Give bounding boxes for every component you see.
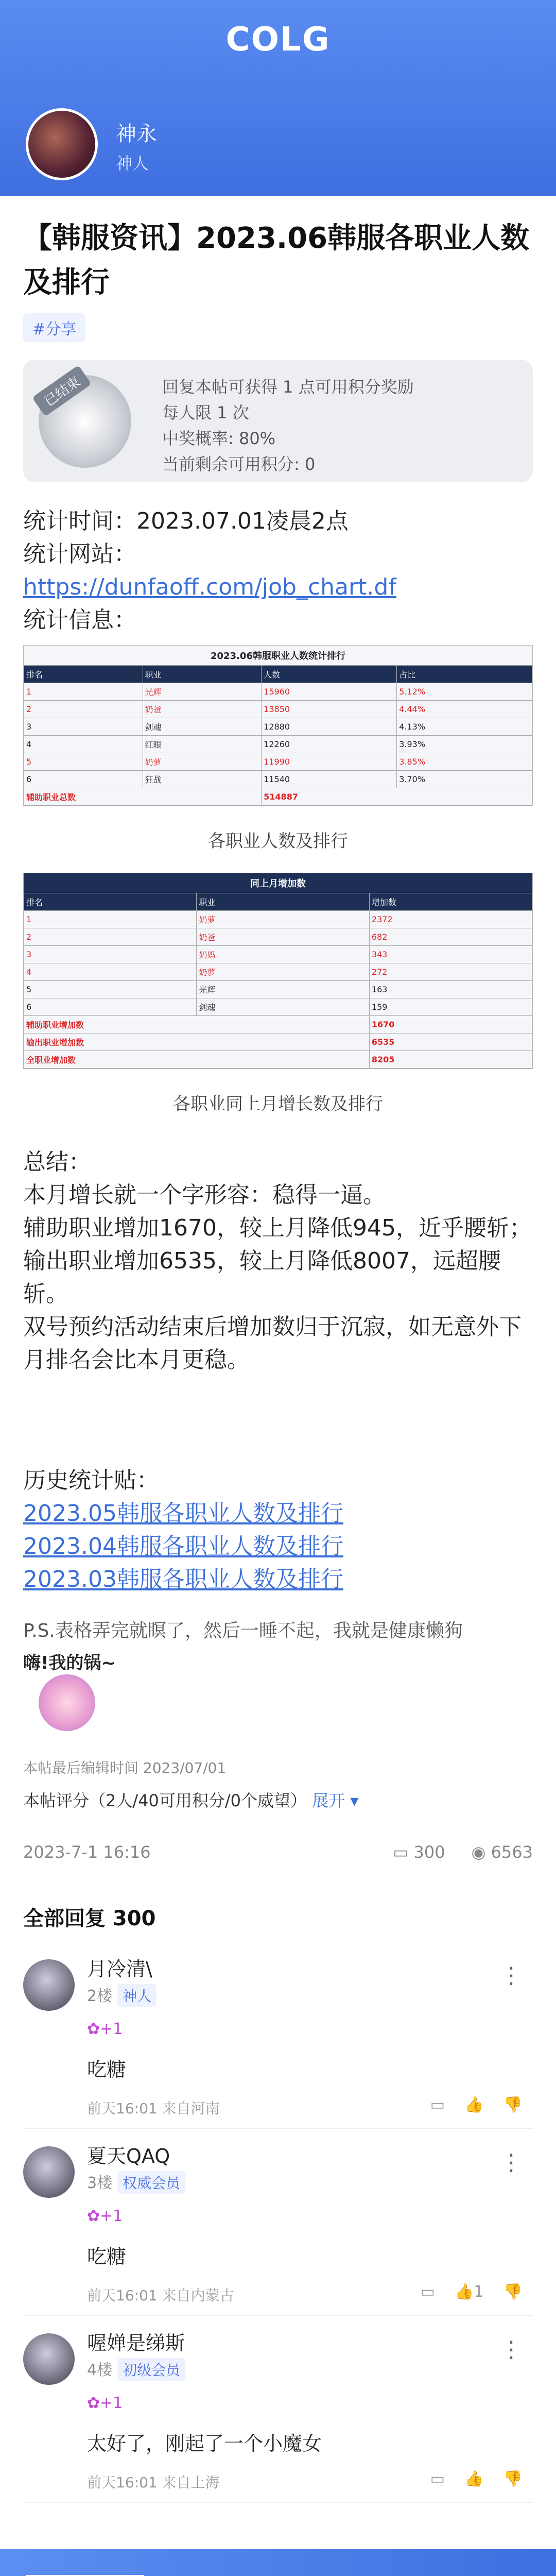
reply-text: 吃糖 bbox=[87, 2058, 127, 2081]
table-cell: 奶爸 bbox=[143, 701, 262, 718]
table-cell: 红眼 bbox=[143, 736, 262, 753]
chevron-down-icon[interactable]: ▾ bbox=[345, 1791, 359, 1810]
image-caption: 各职业同上月增长数及排行 bbox=[173, 1094, 383, 1114]
table-cell: 6 bbox=[24, 771, 143, 788]
reward-badge-icon bbox=[39, 375, 131, 468]
reply-floor: 4楼 bbox=[87, 2361, 113, 2379]
replies-header: 全部回复 300 bbox=[23, 1907, 156, 1930]
table-cell: 奶萝 bbox=[143, 753, 262, 771]
post-tag[interactable]: #分享 bbox=[23, 313, 85, 342]
table-total-label: 辅助职业增加数 bbox=[24, 1016, 370, 1033]
table-cell: 3 bbox=[24, 946, 197, 963]
table-header: 增加数 bbox=[369, 893, 532, 911]
post-footer bbox=[23, 1832, 533, 1873]
reply-plus: +1 bbox=[100, 2394, 123, 2412]
reply-floor: 2楼 bbox=[87, 1987, 113, 2005]
reply-author[interactable]: 月冷清\ bbox=[87, 1958, 152, 1980]
sticker-image bbox=[23, 1649, 136, 1731]
more-icon[interactable]: ⋮ bbox=[500, 1962, 523, 1989]
table-cell: 15960 bbox=[262, 683, 397, 701]
table-cell: 奶萝 bbox=[197, 963, 369, 981]
like-icon[interactable]: 👍 bbox=[464, 2470, 484, 2488]
growth-table bbox=[24, 893, 532, 1069]
history-link[interactable]: 2023.05韩服各职业人数及排行 bbox=[23, 1500, 343, 1527]
reply-floor: 3楼 bbox=[87, 2174, 113, 2192]
table-cell: 682 bbox=[369, 928, 532, 946]
table-cell: 5 bbox=[24, 981, 197, 998]
table-title: 2023.06韩服职业人数统计排行 bbox=[211, 651, 345, 662]
post-time: 2023-7-1 16:16 bbox=[23, 1842, 151, 1862]
table-total: 514887 bbox=[262, 788, 532, 806]
table-cell: 4.44% bbox=[397, 701, 532, 718]
table-cell: 剑魂 bbox=[197, 998, 369, 1016]
reply-author[interactable]: 夏天QAQ bbox=[87, 2145, 170, 2167]
table-cell: 3.70% bbox=[397, 771, 532, 788]
table-total-label: 辅助职业总数 bbox=[24, 788, 262, 806]
stat-site-label: 统计网站： bbox=[23, 541, 136, 567]
sticker-text: 嗨!我的锅~ bbox=[23, 1653, 116, 1673]
table-cell: 4 bbox=[24, 963, 197, 981]
reply-avatar[interactable] bbox=[23, 2146, 75, 2198]
dislike-icon[interactable]: 👎 bbox=[503, 2470, 523, 2488]
table-cell: 4 bbox=[24, 736, 143, 753]
table-total-label: 输出职业增加数 bbox=[24, 1033, 370, 1051]
dislike-icon[interactable]: 👎 bbox=[503, 2096, 523, 2114]
sticker-face-icon bbox=[39, 1674, 95, 1731]
history-link[interactable]: 2023.03韩服各职业人数及排行 bbox=[23, 1566, 343, 1592]
table-header: 占比 bbox=[397, 666, 532, 683]
like-icon[interactable]: 👍 bbox=[455, 2283, 474, 2301]
table-cell: 1 bbox=[24, 911, 197, 928]
reply-meta: 前天16:01 来自上海 bbox=[87, 2474, 220, 2491]
reward-badge-label: 已结束 bbox=[32, 365, 92, 417]
reply-avatar[interactable] bbox=[23, 1959, 75, 2011]
job-ranking-table[interactable] bbox=[23, 645, 533, 806]
table-total-label: 全职业增加数 bbox=[24, 1051, 370, 1069]
reply-plus: +1 bbox=[100, 2020, 123, 2038]
summary-text: 双号预约活动结束后增加数归于沉寂，如无意外下月排名会比本月更稳。 bbox=[23, 1314, 522, 1373]
table-cell: 343 bbox=[369, 946, 532, 963]
reply-comment-icon[interactable]: ▭ bbox=[430, 2096, 445, 2114]
ps-note: P.S.表格弄完就瞑了，然后一睡不起，我就是健康懒狗 bbox=[23, 1620, 463, 1641]
table-header: 职业 bbox=[143, 666, 262, 683]
reply-comment-icon[interactable]: ▭ bbox=[430, 2470, 445, 2488]
history-label: 历史统计贴： bbox=[23, 1467, 159, 1494]
summary-text: 辅助职业增加1670，较上月降低945，近乎腰斩；输出职业增加6535，较上月降低8007，远超腰斩。 bbox=[23, 1215, 532, 1307]
stat-info-label: 统计信息： bbox=[23, 607, 136, 633]
reward-line: 中奖概率: 80% bbox=[162, 429, 276, 448]
table-cell: 6 bbox=[24, 998, 197, 1016]
reply-item bbox=[23, 2129, 533, 2316]
dislike-icon[interactable]: 👎 bbox=[503, 2283, 523, 2301]
reply-user-tag: 初级会员 bbox=[117, 2358, 185, 2381]
post-content bbox=[0, 216, 556, 2503]
table-cell: 11990 bbox=[262, 753, 397, 771]
edit-meta: 本帖最后编辑时间 2023/07/01 bbox=[23, 1759, 227, 1776]
table-cell: 2372 bbox=[369, 911, 532, 928]
table-header: 排名 bbox=[24, 893, 197, 911]
table-title: 同上月增加数 bbox=[24, 873, 532, 893]
table-total: 1670 bbox=[369, 1016, 532, 1033]
rating-expand-link[interactable]: 展开 bbox=[312, 1791, 345, 1810]
table-cell: 狂战 bbox=[143, 771, 262, 788]
flower-icon: ✿ bbox=[87, 2207, 100, 2225]
rating-text: 本帖评分（2人/40可用积分/0个威望） bbox=[23, 1791, 307, 1810]
reply-item bbox=[23, 1942, 533, 2129]
view-count: 6563 bbox=[491, 1842, 533, 1862]
reply-text: 吃糖 bbox=[87, 2245, 127, 2268]
history-link[interactable]: 2023.04韩服各职业人数及排行 bbox=[23, 1533, 343, 1560]
comment-icon[interactable]: ▭ bbox=[393, 1842, 409, 1862]
reward-line: 每人限 1 次 bbox=[162, 403, 249, 422]
table-cell: 剑魂 bbox=[143, 718, 262, 736]
table-cell: 1 bbox=[24, 683, 143, 701]
reply-comment-icon[interactable]: ▭ bbox=[420, 2283, 435, 2301]
ranking-table bbox=[24, 665, 532, 806]
table-cell: 5 bbox=[24, 753, 143, 771]
table-header: 职业 bbox=[197, 893, 369, 911]
flower-icon: ✿ bbox=[87, 2394, 100, 2412]
table-cell: 奶妈 bbox=[197, 946, 369, 963]
job-growth-table[interactable] bbox=[23, 873, 533, 1069]
author-title: 神人 bbox=[116, 154, 149, 173]
table-cell: 光辉 bbox=[197, 981, 369, 998]
comment-count[interactable]: 300 bbox=[413, 1842, 445, 1862]
like-count: 1 bbox=[474, 2283, 484, 2301]
reward-line: 回复本帖可获得 1 点可用积分奖励 bbox=[162, 377, 414, 397]
reply-meta: 前天16:01 来自河南 bbox=[87, 2100, 220, 2117]
reply-user-tag: 权威会员 bbox=[117, 2171, 185, 2194]
table-cell: 4.13% bbox=[397, 718, 532, 736]
author-avatar[interactable] bbox=[26, 108, 98, 180]
author-name[interactable]: 神永 bbox=[116, 122, 157, 146]
table-cell: 奶萝 bbox=[197, 911, 369, 928]
table-header: 人数 bbox=[262, 666, 397, 683]
table-cell: 12880 bbox=[262, 718, 397, 736]
summary-label: 总结： bbox=[23, 1149, 91, 1175]
eye-icon: ◉ bbox=[471, 1842, 486, 1862]
reward-box bbox=[23, 360, 533, 482]
reply-user-tag: 神人 bbox=[117, 1984, 157, 2007]
table-cell: 11540 bbox=[262, 771, 397, 788]
reply-plus: +1 bbox=[100, 2207, 123, 2225]
image-caption: 各职业人数及排行 bbox=[208, 831, 348, 852]
table-cell: 2 bbox=[24, 701, 143, 718]
post-header bbox=[0, 0, 556, 196]
reply-item bbox=[23, 2316, 533, 2503]
reply-author[interactable]: 喔婵是绨斯 bbox=[87, 2332, 185, 2354]
rating-row bbox=[23, 1788, 533, 1811]
table-cell: 奶爸 bbox=[197, 928, 369, 946]
like-icon[interactable]: 👍 bbox=[464, 2096, 484, 2114]
table-cell: 2 bbox=[24, 928, 197, 946]
reward-line: 当前剩余可用积分: 0 bbox=[162, 454, 316, 474]
table-cell: 5.12% bbox=[397, 683, 532, 701]
table-cell: 3.85% bbox=[397, 753, 532, 771]
reply-text: 太好了，刚起了一个小魔女 bbox=[87, 2432, 322, 2455]
table-cell: 272 bbox=[369, 963, 532, 981]
stat-time: 统计时间：2023.07.01凌晨2点 bbox=[23, 508, 349, 534]
colg-logo: COLG bbox=[225, 21, 331, 59]
more-icon[interactable]: ⋮ bbox=[500, 2149, 523, 2176]
table-cell: 13850 bbox=[262, 701, 397, 718]
more-icon[interactable]: ⋮ bbox=[500, 2336, 523, 2363]
table-header: 排名 bbox=[24, 666, 143, 683]
reply-meta: 前天16:01 来自内蒙古 bbox=[87, 2287, 234, 2304]
table-cell: 12260 bbox=[262, 736, 397, 753]
table-cell: 光辉 bbox=[143, 683, 262, 701]
stat-site-link[interactable]: https://dunfaoff.com/job_chart.df bbox=[23, 574, 396, 600]
share-footer bbox=[0, 2549, 556, 2576]
summary-text: 本月增长就一个字形容：稳得一逼。 bbox=[23, 1182, 386, 1208]
table-cell: 3 bbox=[24, 718, 143, 736]
flower-icon: ✿ bbox=[87, 2020, 100, 2038]
table-cell: 163 bbox=[369, 981, 532, 998]
table-cell: 3.93% bbox=[397, 736, 532, 753]
table-total: 6535 bbox=[369, 1033, 532, 1051]
reply-avatar[interactable] bbox=[23, 2333, 75, 2385]
table-cell: 159 bbox=[369, 998, 532, 1016]
post-title: 【韩服资讯】2023.06韩服各职业人数及排行 bbox=[23, 222, 530, 299]
table-total: 8205 bbox=[369, 1051, 532, 1069]
